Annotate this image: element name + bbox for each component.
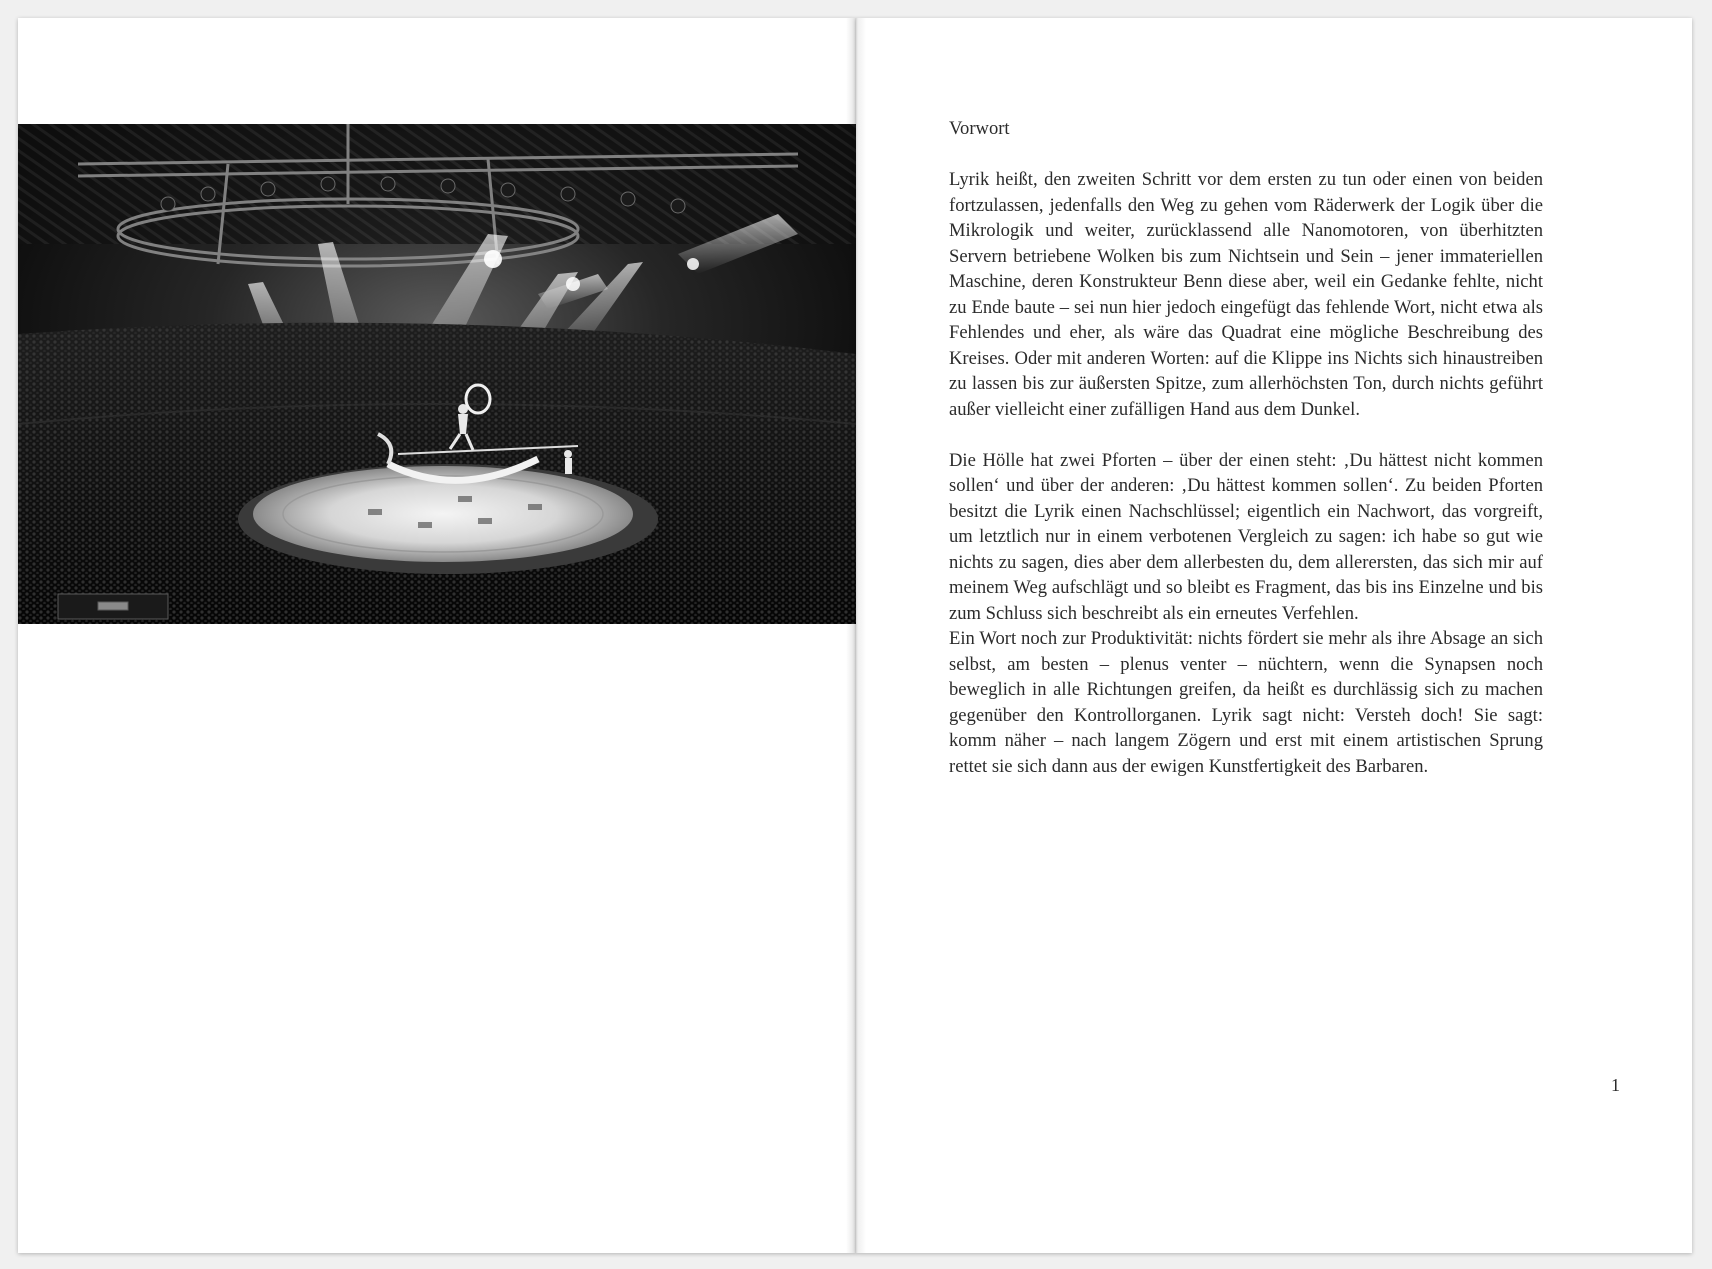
paragraph-2: Die Hölle hat zwei Pforten – über der einen steht: ‚Du hättest nicht kommen sollen‘ und über der anderen: ‚Du hättest kommen sollen‘. Zu beiden Pforten besitzt die Lyrik einen Nachschlüssel; eigentlich ein Nachwort, das vorgreift, um letztlich nur in einem verbotenen Vergleich zu sagen: ich habe so gut wie nichts zu sagen, dies aber dem allerbesten du, dem allerersten, das sich mir auf meinem Weg aufschlägt und so bleibt es Fragment, das bis ins Einzelne und bis zum Schluss sich beschreibt als ein erneutes Verfehlen. [949,449,1543,624]
left-page [18,18,856,1253]
paragraph-3: Ein Wort noch zur Produktivität: nichts fördert sie mehr als ihre Absage an sich selbst, am besten – plenus venter – nüchtern, wenn die Synapsen noch beweglich in alle Richtungen greifen, da heißt es durchlässig sich zu machen gegenüber den Kontrollorganen. Lyrik sagt nicht: Versteh doch! Sie sagt: komm näher – nach langem Zögern und erst mit einem artistischen Sprung rettet sie sich dann aus der ewigen Kunstfertigkeit des Barbaren. [949,628,1543,777]
paragraph-1: Lyrik heißt, den zweiten Schritt vor dem ersten zu tun oder einen von beiden fortzulassen, jedenfalls den Weg zu gehen vom Räderwerk der Logik über die Mikrologik und weiter, zurücklassend alle Nanomotoren, von überhitzten Servern betriebene Wolken bis zum Nichtsein und Sein – jener immateriellen Maschine, deren Konstrukteur Benn diese aber, weil ein Gedanke fehlte, nicht zu Ende baute – sei nun hier jedoch eingefügt das fehlende Wort, nicht etwa als Fehlendes und eher, als wäre das Quadrat eine mögliche Beschreibung des Kreises. Oder mit anderen Worten: auf die Klippe ins Nichts sich hinaustreiben zu lassen bis zur äußersten Spitze, zum allerhöchsten Ton, durch nichts geführt außer vielleicht einer zufälligen Hand aus dem Dunkel. [949,169,1543,420]
book-gutter-shadow [846,18,866,1253]
circus-arena-photo [18,124,856,624]
foreword-text-block [949,116,1543,779]
page-number: 1 [1611,1075,1620,1095]
foreword-heading: Vorwort [949,118,1010,139]
right-page [856,18,1692,1253]
